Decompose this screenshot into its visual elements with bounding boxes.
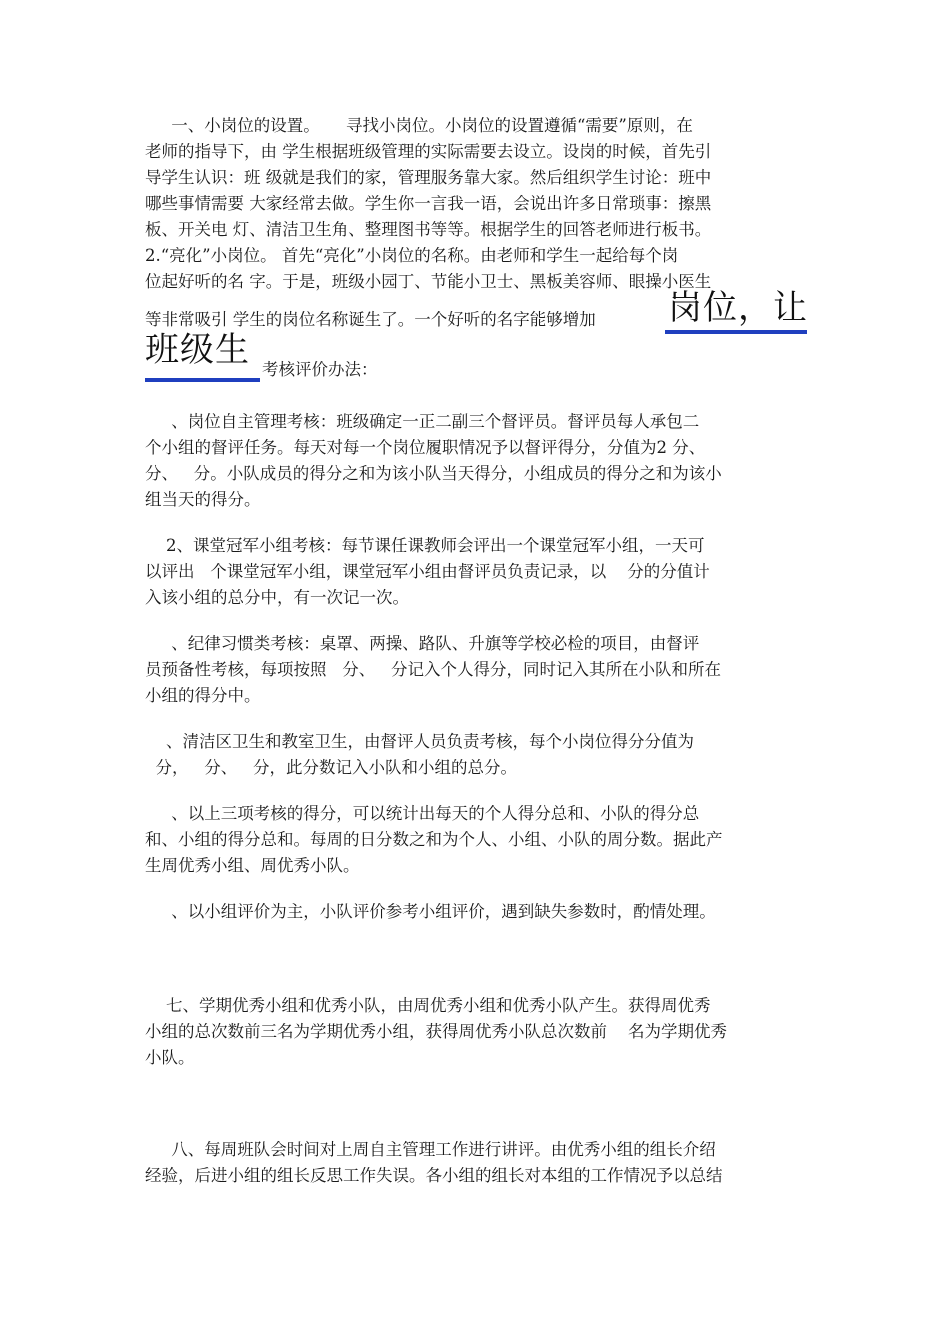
text-line: 导学生认识：班 级就是我们的家，管理服务靠大家。然后组织学生讨论：班中	[145, 168, 712, 187]
text-line: 2.“亮化”小岗位。 首先“亮化”小岗位的名称。由老师和学生一起给每个岗	[145, 246, 679, 265]
text-line: 和、小组的得分总和。每周的日分数之和为个人、小组、小队的周分数。据此产	[145, 830, 723, 849]
text-line: 板、开关电 灯、清洁卫生角、整理图书等等。根据学生的回答老师进行板书。	[145, 220, 712, 239]
text-line: 七、学期优秀小组和优秀小队，由周优秀小组和优秀小队产生。获得周优秀	[145, 996, 711, 1015]
underline-bar	[145, 378, 260, 382]
large-text-position: 岗位，让	[668, 288, 808, 328]
text-line: 一、小岗位的设置。 寻找小岗位。小岗位的设置遵循“需要”原则，在	[145, 116, 693, 135]
large-text-class: 班级生	[145, 330, 250, 370]
text-line: 、以小组评价为主，小队评价参考小组评价，遇到缺失参数时，酌情处理。	[145, 902, 716, 921]
text-line: 分、 分。小队成员的得分之和为该小队当天得分，小组成员的得分之和为该小	[145, 464, 722, 483]
text-line: 分， 分、 分，此分数记入小队和小组的总分。	[145, 758, 517, 777]
text-line: 哪些事情需要 大家经常去做。学生你一言我一语，会说出许多日常琐事：擦黑	[145, 194, 712, 213]
text-line: 个小组的督评任务。每天对每一个岗位履职情况予以督评得分，分值为2 分、	[145, 438, 706, 457]
text-line: 入该小组的总分中，有一次记一次。	[145, 588, 409, 607]
text-line: 组当天的得分。	[145, 490, 261, 509]
text-line: 小组的得分中。	[145, 686, 261, 705]
text-line: 、纪律习惯类考核：桌罩、两操、路队、升旗等学校必检的项目，由督评	[145, 634, 700, 653]
text-line: 2、课堂冠军小组考核：每节课任课教师会评出一个课堂冠军小组，一天可	[145, 536, 705, 555]
text-line: 、以上三项考核的得分，可以统计出每天的个人得分总和、小队的得分总	[145, 804, 700, 823]
text-line: 八、每周班队会时间对上周自主管理工作进行讲评。由优秀小组的组长介绍	[145, 1140, 716, 1159]
text-line: 位起好听的名 字。于是，班级小园丁、节能小卫士、黑板美容师、眼操小医生	[145, 272, 712, 291]
text-line: 生周优秀小组、周优秀小队。	[145, 856, 360, 875]
text-line: 、清洁区卫生和教室卫生，由督评人员负责考核，每个小岗位得分分值为	[145, 732, 694, 751]
text-line: 小组的总次数前三名为学期优秀小组，获得周优秀小队总次数前 名为学期优秀	[145, 1022, 727, 1041]
text-line: 以评出 个课堂冠军小组，课堂冠军小组由督评员负责记录，以 分的分值计	[145, 562, 710, 581]
assessment-heading: 考核评价办法：	[262, 360, 378, 379]
text-line: 经验，后进小组的组长反思工作失误。各小组的组长对本组的工作情况予以总结	[145, 1166, 723, 1185]
text-line: 员预备性考核，每项按照 分、 分记入个人得分，同时记入其所在小队和所在	[145, 660, 721, 679]
text-line: 小队。	[145, 1048, 195, 1067]
underline-bar	[665, 330, 807, 334]
text-line: 、岗位自主管理考核：班级确定一正二副三个督评员。督评员每人承包二	[145, 412, 700, 431]
text-line: 等非常吸引 学生的岗位名称诞生了。一个好听的名字能够增加	[145, 310, 596, 329]
text-line: 老师的指导下，由 学生根据班级管理的实际需要去设立。设岗的时候，首先引	[145, 142, 712, 161]
